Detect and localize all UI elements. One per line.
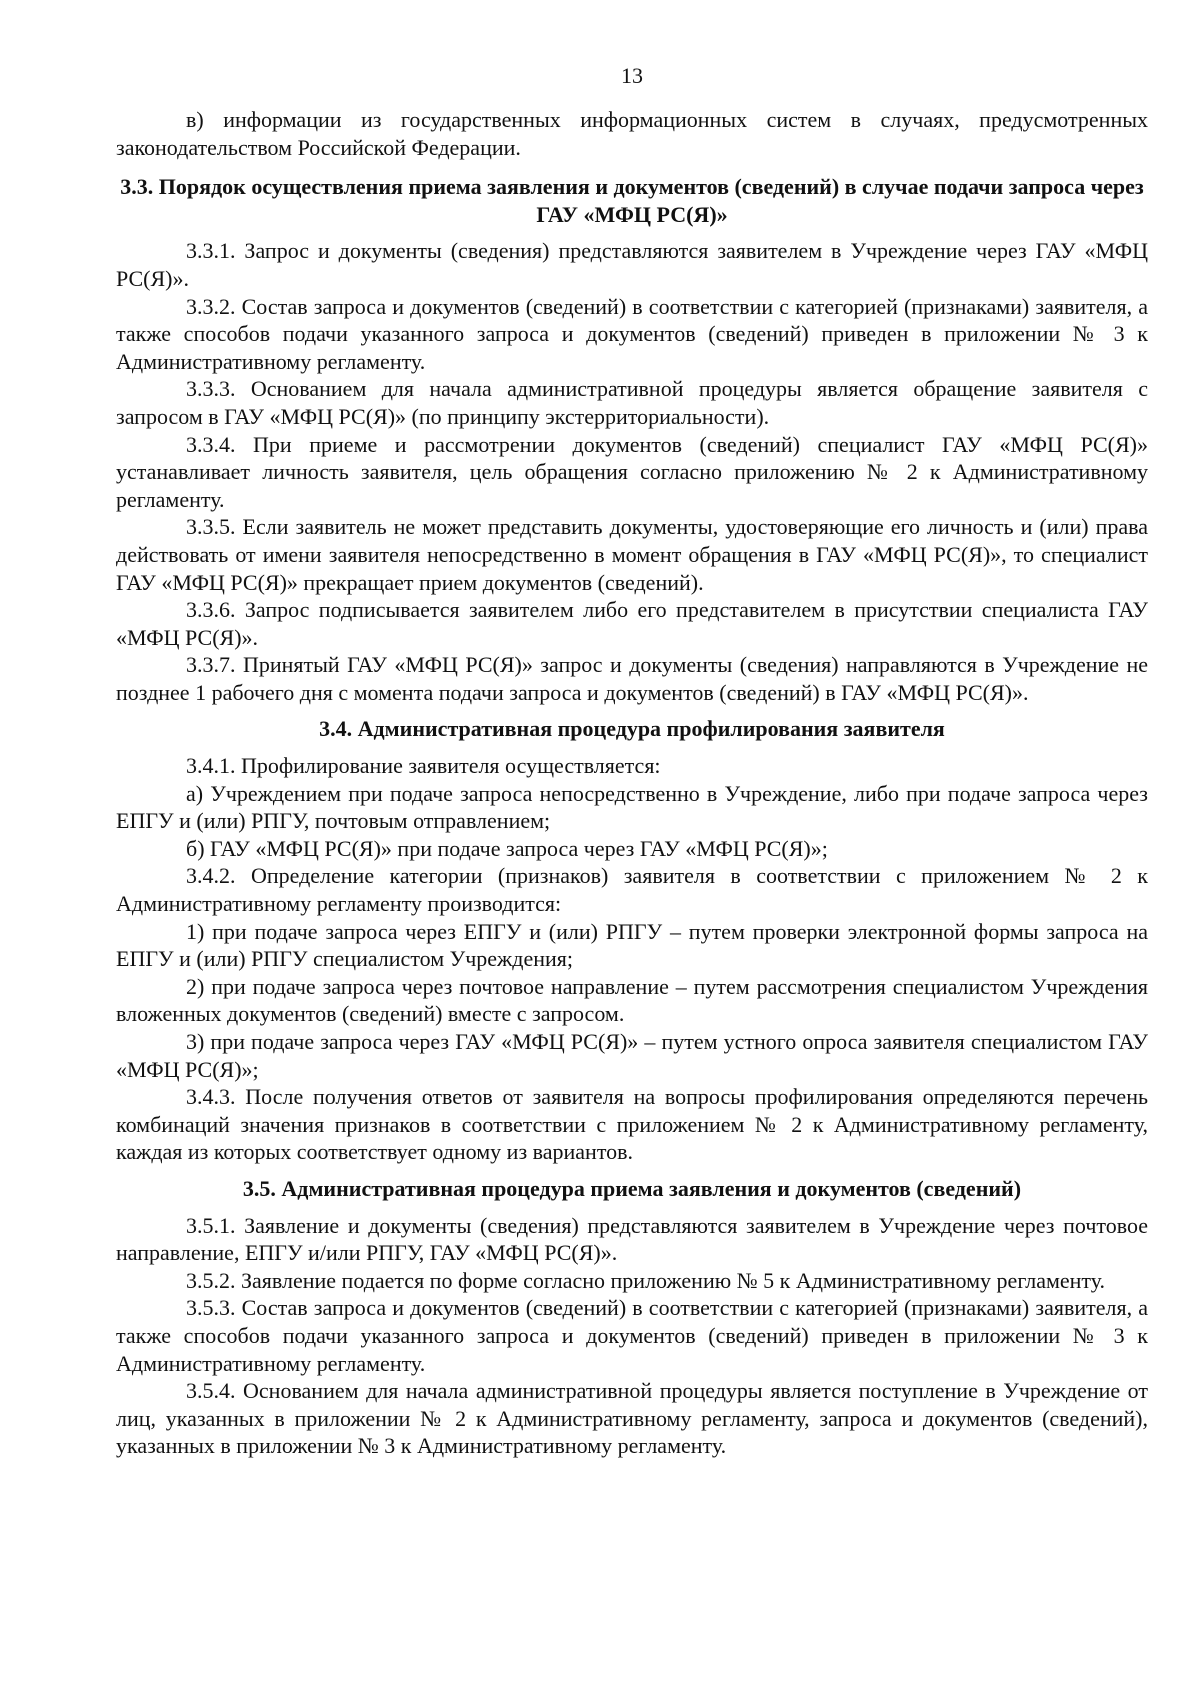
paragraph-3-4-2-2: 2) при подаче запроса через почтовое направление – путем рассмотрения специалистом Учреждения вложенных документов (сведений) вместе с запросом. [116,973,1148,1027]
section-heading-3-3: 3.3. Порядок осуществления приема заявления и документов (сведений) в случае подачи запроса через ГАУ «МФЦ РС(Я)» [120,174,1144,227]
paragraph-3-3-3: 3.3.3. Основанием для начала административной процедуры является обращение заявителя с запросом в ГАУ «МФЦ РС(Я)» (по принципу экстерриториальности). [116,376,1148,429]
document-page [116,62,1148,1460]
paragraph-3-5-3: 3.5.3. Состав запроса и документов (сведений) в соответствии с категорией (признаками) заявителя, а также способов подачи указанного запроса и документов (сведений) приведен в приложении № 3 к Административному регламенту. [116,1295,1148,1376]
paragraph-intro-v: в) информации из государственных информационных систем в случаях, предусмотренных законодательством Российской Федерации. [116,107,1148,160]
paragraph-3-3-4: 3.3.4. При приеме и рассмотрении документов (сведений) специалист ГАУ «МФЦ РС(Я)» устанавливает личность заявителя, цель обращения согласно приложению № 2 к Административному регламенту. [116,431,1148,512]
paragraph-3-3-2: 3.3.2. Состав запроса и документов (сведений) в соответствии с категорией (признаками) заявителя, а также способов подачи указанного запроса и документов (сведений) приведен в приложении № 3 к Административному регламенту. [116,293,1148,374]
page-number: 13 [621,63,643,88]
paragraph-3-4-2-3: 3) при подаче запроса через ГАУ «МФЦ РС(Я)» – путем устного опроса заявителя специалистом ГАУ «МФЦ РС(Я)»; [116,1029,1148,1082]
paragraph-3-5-1: 3.5.1. Заявление и документы (сведения) представляются заявителем в Учреждение через почтовое направление, ЕПГУ и/или РПГУ, ГАУ «МФЦ РС(Я)». [116,1212,1148,1266]
paragraph-3-5-2: 3.5.2. Заявление подается по форме согласно приложению № 5 к Административному регламенту. [186,1267,1106,1293]
section-heading-3-4: 3.4. Административная процедура профилирования заявителя [319,716,945,742]
paragraph-3-4-2: 3.4.2. Определение категории (признаков) заявителя в соответствии с приложением № 2 к Административному регламенту производится: [116,863,1148,917]
paragraph-3-4-1-a: а) Учреждением при подаче запроса непосредственно в Учреждение, либо при подаче запроса через ЕПГУ и (или) РПГУ, почтовым отправлением; [116,780,1148,834]
paragraph-3-4-1-b: б) ГАУ «МФЦ РС(Я)» при подаче запроса через ГАУ «МФЦ РС(Я)»; [186,835,828,861]
paragraph-3-4-3: 3.4.3. После получения ответов от заявителя на вопросы профилирования определяются перечень комбинаций значения признаков в соответствии с приложением № 2 к Административному регламенту, каждая из которых соответствует одному из вариантов. [116,1084,1148,1165]
paragraph-3-3-5: 3.3.5. Если заявитель не может представить документы, удостоверяющие его личность и (или) права действовать от имени заявителя непосредственно в момент обращения в ГАУ «МФЦ РС(Я)», то специалист ГАУ «МФЦ РС(Я)» прекращает прием документов (сведений). [116,514,1148,595]
paragraph-3-3-7: 3.3.7. Принятый ГАУ «МФЦ РС(Я)» запрос и документы (сведения) направляются в Учреждение не позднее 1 рабочего дня с момента подачи запроса и документов (сведений) в ГАУ «МФЦ РС(Я)». [116,652,1148,705]
paragraph-3-3-6: 3.3.6. Запрос подписывается заявителем либо его представителем в присутствии специалиста ГАУ «МФЦ РС(Я)». [116,597,1148,650]
paragraph-3-4-2-1: 1) при подаче запроса через ЕПГУ и (или) РПГУ – путем проверки электронной формы запроса на ЕПГУ и (или) РПГУ специалистом Учреждения; [116,918,1148,972]
section-heading-3-5: 3.5. Административная процедура приема заявления и документов (сведений) [242,1175,1022,1201]
paragraph-3-3-1: 3.3.1. Запрос и документы (сведения) представляются заявителем в Учреждение через ГАУ «МФЦ РС(Я)». [116,238,1148,291]
paragraph-3-5-4: 3.5.4. Основанием для начала административной процедуры является поступление в Учреждение от лиц, указанных в приложении № 2 к Административному регламенту, запроса и документов (сведений), указанных в приложении № 3 к Административному регламенту. [116,1378,1148,1459]
paragraph-3-4-1: 3.4.1. Профилирование заявителя осуществляется: [186,753,661,779]
